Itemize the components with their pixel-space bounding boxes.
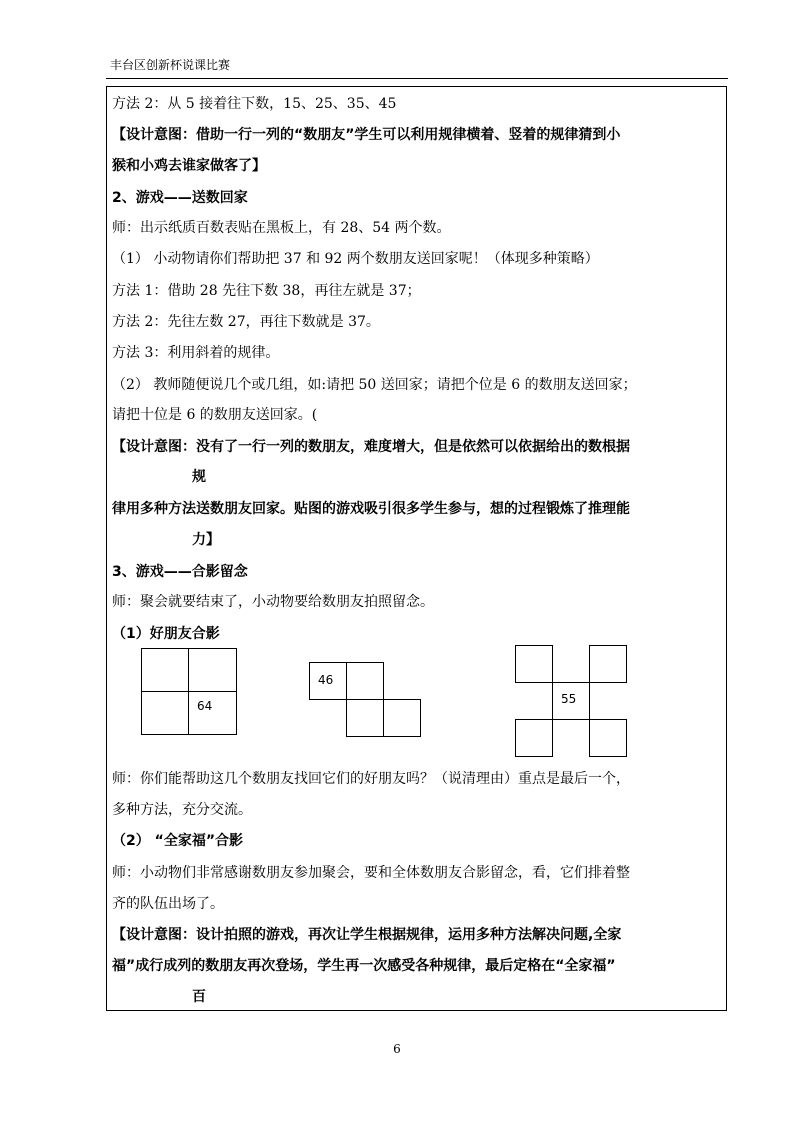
grid-cell xyxy=(141,691,189,735)
design-intent-3-line-3: 百 xyxy=(192,989,206,1005)
grid-cell xyxy=(346,699,384,737)
grid-cell xyxy=(589,645,627,683)
square-grid-number: 64 xyxy=(197,699,213,713)
grid-cell xyxy=(188,648,237,692)
text-line-22: 师：小动物们非常感谢数朋友参加聚会，要和全体数朋友合影留念，看，它们排着整 xyxy=(112,865,630,881)
design-intent-1-line-1: 【设计意图：借助一行一列的“数朋友”学生可以利用规律横着、竖着的规律猜到小 xyxy=(112,127,621,143)
grid-cell xyxy=(141,648,189,692)
text-line-8: 方法 2：先往左数 27，再往下数就是 37。 xyxy=(112,314,380,330)
design-intent-1-line-2: 猴和小鸡去谁家做客了】 xyxy=(112,158,266,174)
text-line-17: 师：聚会就要结束了，小动物要给数朋友拍照留念。 xyxy=(112,594,434,610)
text-line-7: 方法 1：借助 28 先往下数 38，再往左就是 37； xyxy=(112,283,421,299)
subheading-good-friends: （1）好朋友合影 xyxy=(112,626,220,642)
design-intent-3-line-2: 福”成行成列的数朋友再次登场，学生再一次感受各种规律，最后定格在“全家福” xyxy=(112,958,616,974)
subheading-family-photo: （2） “全家福”合影 xyxy=(112,833,244,849)
design-intent-2-line-3: 律用多种方法送数朋友回家。贴图的游戏吸引很多学生参与，想的过程锻炼了推理能 xyxy=(112,501,630,517)
text-line-23: 齐的队伍出场了。 xyxy=(112,896,224,912)
section-heading-2: 2、游戏——送数回家 xyxy=(112,190,248,206)
text-line-9: 方法 3：利用斜着的规律。 xyxy=(112,345,280,361)
design-intent-2-line-2: 规 xyxy=(192,469,206,485)
design-intent-2-line-4: 力】 xyxy=(192,532,220,548)
text-line-11: 请把十位是 6 的数朋友送回家。( xyxy=(112,407,318,423)
text-line-1: 方法 2：从 5 接着往下数，15、25、35、45 xyxy=(112,96,397,112)
grid-cell xyxy=(515,719,553,757)
page-header: 丰台区创新杯说课比赛 xyxy=(110,58,231,72)
grid-cell xyxy=(346,662,384,700)
text-line-20: 多种方法，充分交流。 xyxy=(112,802,252,818)
text-line-19: 师：你们能帮助这几个数朋友找回它们的好朋友吗？（说清理由）重点是最后一个， xyxy=(112,771,630,787)
grid-cell xyxy=(589,719,627,757)
cross-grid-number: 55 xyxy=(561,692,577,706)
grid-cell xyxy=(515,645,553,683)
design-intent-2-line-1: 【设计意图：没有了一行一列的数朋友，难度增大，但是依然可以依据给出的数根据 xyxy=(112,439,630,455)
text-line-10: （2） 教师随便说几个或几组，如:请把 50 送回家；请把个位是 6 的数朋友送回家； xyxy=(112,377,637,393)
design-intent-3-line-1: 【设计意图：设计拍照的游戏，再次让学生根据规律，运用多种方法解决问题,全家 xyxy=(112,927,622,943)
section-heading-3: 3、游戏——合影留念 xyxy=(112,564,248,580)
page-number: 6 xyxy=(393,1042,401,1056)
header-rule xyxy=(106,78,728,79)
zigzag-grid-number: 46 xyxy=(318,673,334,687)
text-line-6: （1） 小动物请你们帮助把 37 和 92 两个数朋友送回家呢！（体现多种策略） xyxy=(112,251,599,267)
text-line-5: 师：出示纸质百数表贴在黑板上，有 28、54 两个数。 xyxy=(112,220,451,236)
grid-cell xyxy=(188,691,237,735)
grid-cell xyxy=(383,699,421,737)
